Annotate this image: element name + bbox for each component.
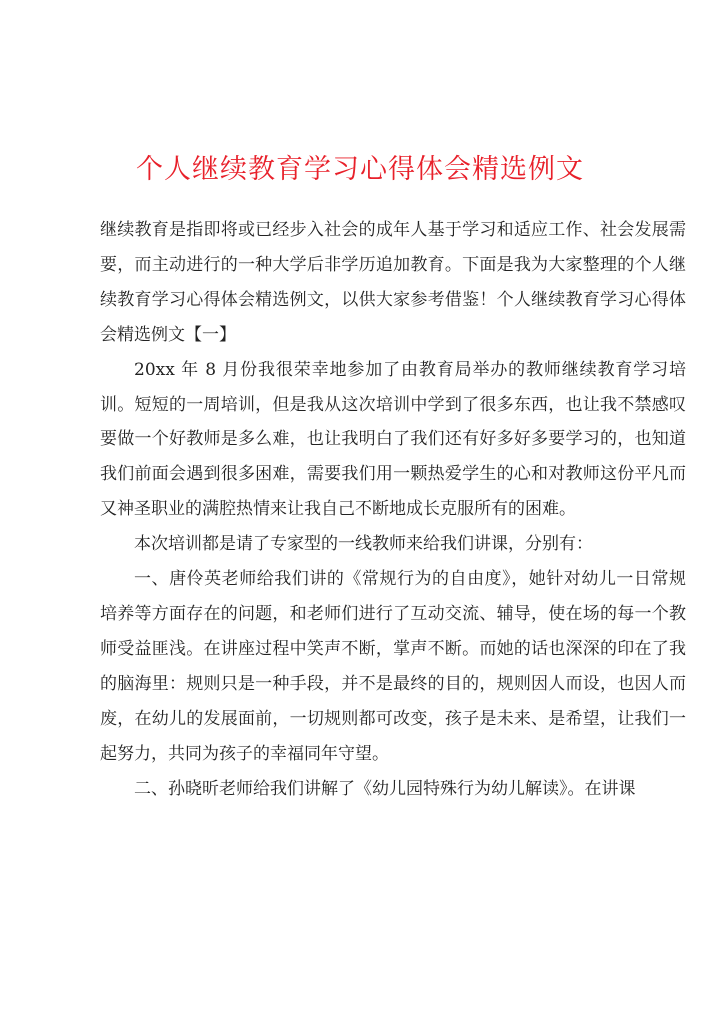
paragraph-lecturers: 本次培训都是请了专家型的一线教师来给我们讲课，分别有： — [134, 534, 593, 555]
paragraph-item-one: 一、唐伶英老师给我们讲的《常规行为的自由度》，她针对幼儿一日常规培养等方面存在的问题，和老师们进行了互动交流、辅导，使在场的每一个教师受益匪浅。在讲座过程中笑声不断，掌声不断。而她的话也深深的印在了我的脑海里：规则只是一种手段，并不是最终的目的，规则因人而设，也因人而废，在幼儿的发展面前，一切规则都可改变，孩子是未来、是希望，让我们一起努力，共同为孩子的幸福同年守望。 — [100, 569, 686, 764]
paragraph-item-two: 二、孙晓昕老师给我们讲解了《幼儿园特殊行为幼儿解读》。在讲课 — [134, 778, 636, 799]
intro-paragraph: 继续教育是指即将或已经步入社会的成年人基于学习和适应工作、社会发展需要，而主动进行的一种大学后非学历追加教育。下面是我为大家整理的个人继续教育学习心得体会精选例文，以供大家参考借鉴！个人继续教育学习心得体会精选例文【一】 — [100, 220, 686, 345]
document-title: 个人继续教育学习心得体会精选例文 — [136, 154, 584, 185]
document-body — [100, 213, 686, 806]
paragraph-training-intro: 20xx 年 8 月份我很荣幸地参加了由教育局举办的教师继续教育学习培训。短短的一周培训，但是我从这次培训中学到了很多东西，也让我不禁感叹要做一个好教师是多么难，也让我明白了我们还有好多好多要学习的，也知道我们前面会遇到很多困难，需要我们用一颗热爱学生的心和对教师这份平凡而又神圣职业的满腔热情来让我自己不断地成长克服所有的困难。 — [100, 359, 686, 520]
